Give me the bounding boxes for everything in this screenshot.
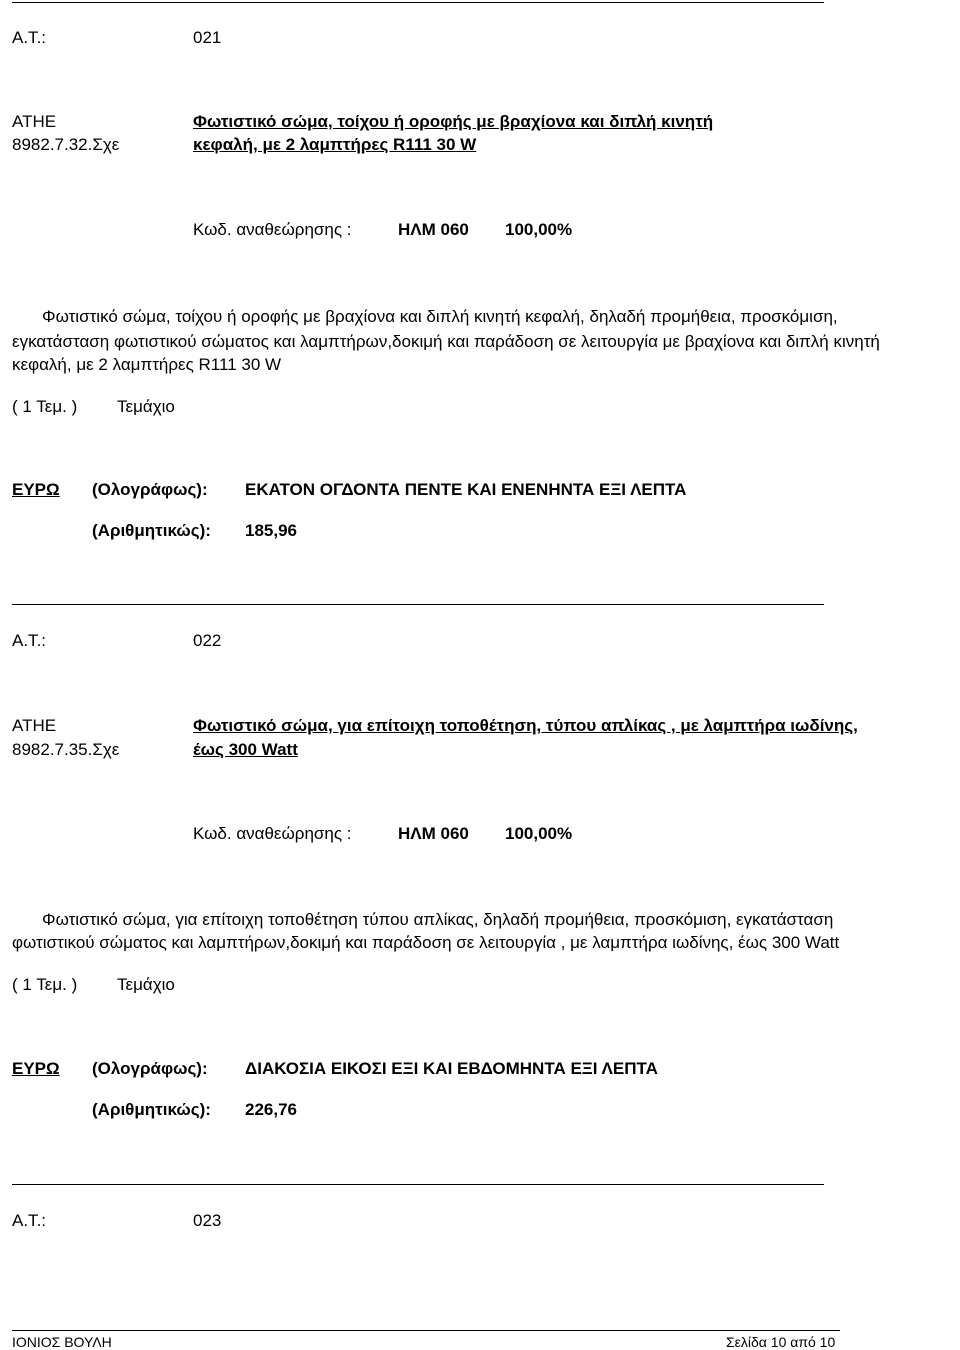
words-label: (Ολογράφως):: [92, 1059, 208, 1078]
code-prefix: ΑΤΗΕ: [12, 716, 57, 735]
item-title-line-2: κεφαλή, με 2 λαμπτήρες R111 30 W: [193, 135, 477, 154]
top-divider: [12, 2, 824, 3]
description-line: φωτιστικού σώματος και λαμπτήρων,δοκιμή και παράδοση σε λειτουργία , με λαμπτήρα ιωδίνης, έως 300 Watt: [12, 933, 840, 952]
at-label: Α.Τ.:: [12, 631, 47, 650]
at-number: 022: [193, 631, 222, 650]
footer-organization: ΙΟΝΙΟΣ ΒΟΥΛΗ: [12, 1334, 112, 1350]
item-title-line-2: έως 300 Watt: [193, 740, 298, 759]
description-line: Φωτιστικό σώμα, για επίτοιχη τοποθέτηση τύπου απλίκας, δηλαδή προμήθεια, προσκόμιση, εγκατάσταση: [42, 910, 834, 929]
numeric-label: (Αριθμητικώς):: [92, 1100, 211, 1119]
item-title-line-1: Φωτιστικό σώμα, για επίτοιχη τοποθέτηση, τύπου απλίκας , με λαμπτήρα ιωδίνης,: [193, 716, 858, 735]
at-number: 023: [193, 1211, 222, 1230]
revision-code: ΗΛΜ 060: [398, 824, 469, 843]
currency-label: ΕΥΡΩ: [12, 480, 60, 499]
item-divider: [12, 1184, 824, 1185]
description-line: κεφαλή, με 2 λαμπτήρες R111 30 W: [12, 355, 282, 374]
unit-name: Τεμάχιο: [117, 397, 175, 416]
revision-percent: 100,00%: [505, 824, 573, 843]
at-label: Α.Τ.:: [12, 1211, 47, 1230]
price-in-words: ΔΙΑΚΟΣΙΑ ΕΙΚΟΣΙ ΕΞΙ ΚΑΙ ΕΒΔΟΜΗΝΤΑ ΕΞΙ ΛΕΠΤΑ: [245, 1059, 658, 1078]
revision-label: Κωδ. αναθεώρησης :: [193, 824, 352, 843]
currency-label: ΕΥΡΩ: [12, 1059, 60, 1078]
numeric-label: (Αριθμητικώς):: [92, 521, 211, 540]
price-in-words: ΕΚΑΤΟΝ ΟΓΔΟΝΤΑ ΠΕΝΤΕ ΚΑΙ ΕΝΕΝΗΝΤΑ ΕΞΙ ΛΕΠΤΑ: [245, 480, 687, 499]
unit-quantity: ( 1 Τεμ. ): [12, 975, 78, 994]
price-numeric: 185,96: [245, 521, 297, 540]
at-label: Α.Τ.:: [12, 28, 47, 47]
unit-quantity: ( 1 Τεμ. ): [12, 397, 78, 416]
revision-code: ΗΛΜ 060: [398, 220, 469, 239]
item-code: 8982.7.32.Σχε: [12, 135, 120, 154]
unit-name: Τεμάχιο: [117, 975, 175, 994]
code-prefix: ΑΤΗΕ: [12, 112, 57, 131]
description-line: Φωτιστικό σώμα, τοίχου ή οροφής με βραχίονα και διπλή κινητή κεφαλή, δηλαδή προμήθεια, προσκόμιση,: [42, 307, 838, 326]
at-number: 021: [193, 28, 222, 47]
price-numeric: 226,76: [245, 1100, 297, 1119]
revision-label: Κωδ. αναθεώρησης :: [193, 220, 352, 239]
item-title-line-1: Φωτιστικό σώμα, τοίχου ή οροφής με βραχίονα και διπλή κινητή: [193, 112, 714, 131]
item-code: 8982.7.35.Σχε: [12, 740, 120, 759]
footer-page-number: Σελίδα 10 από 10: [726, 1334, 836, 1350]
footer-divider: [12, 1330, 840, 1331]
words-label: (Ολογράφως):: [92, 480, 208, 499]
description-line: εγκατάσταση φωτιστικού σώματος και λαμπτήρων,δοκιμή και παράδοση σε λειτουργία με βραχίονα και διπλή κινητή: [12, 332, 880, 351]
revision-percent: 100,00%: [505, 220, 573, 239]
item-divider: [12, 604, 824, 605]
